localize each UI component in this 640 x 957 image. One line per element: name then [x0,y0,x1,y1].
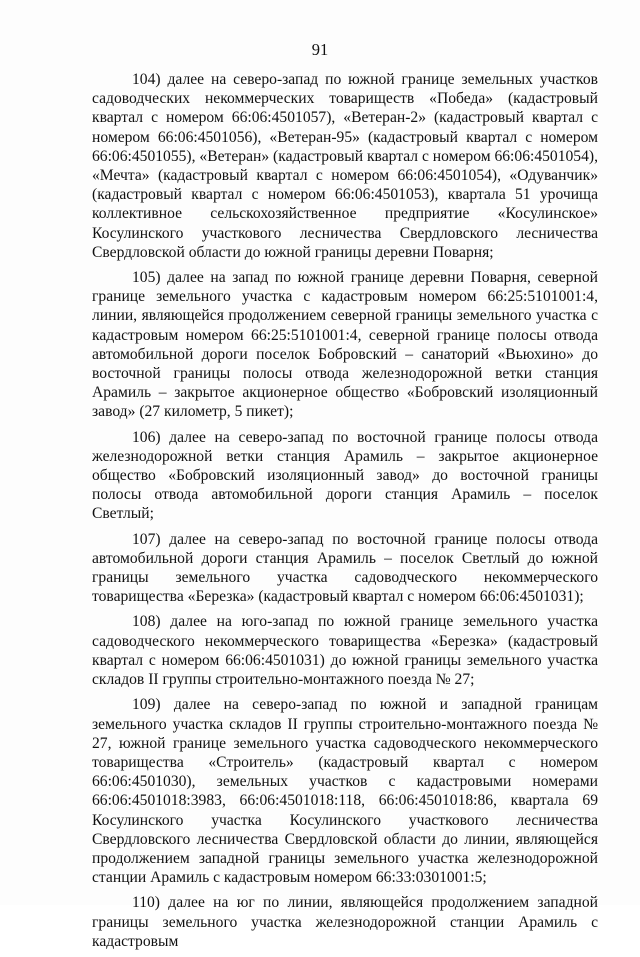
paragraph-108: 108) далее на юго-запад по южной границе земельного участка садоводческого некоммерческого товарищества «Березка» (кадастровый квартал с номером 66:06:4501031) до южной границы земельного участка складов II группы строительно-монтажного поезда № 27; [92,613,598,689]
paragraph-110: 110) далее на юг по линии, являющейся продолжением западной границы земельного участка железнодорожной станции Арамиль с кадастровым [92,894,598,950]
paragraph-105: 105) далее на запад по южной границе деревни Поварня, северной границе земельного участка с кадастровым номером 66:25:5101001:4, линии, являющейся продолжением северной границы земельного участка с кадастровым номером 66:25:5101001:4, северной границе полосы отвода автомобильной дороги поселок Бобровский – санаторий «Вьюхино» до восточной границы полосы отвода железнодорожной ветки станция Арамиль – закрытое акционерное общество «Бобровский изоляционный завод» (27 километр, 5 пикет); [92,269,598,421]
page-number: 91 [311,40,329,59]
document-body [92,70,598,957]
paragraph-109: 109) далее на северо-запад по южной и западной границам земельного участка складов II группы строительно-монтажного поезда № 27, южной границе земельного участка садоводческого некоммерческого товарищества «Строитель» (кадастровый квартал с номером 66:06:4501030), земельных участков с кадастровыми номерами 66:06:4501018:3983, 66:06:4501018:118, 66:06:4501018:86, квартала 69 Косулинского участка Косулинского участкового лесничества Свердловского лесничества Свердловской области до линии, являющейся продолжением западной границы земельного участка железнодорожной станции Арамиль с кадастровым номером 66:33:0301001:5; [92,696,598,887]
paragraph-107: 107) далее на северо-запад по восточной границе полосы отвода автомобильной дороги станция Арамиль – поселок Светлый до южной границы земельного участка садоводческого некоммерческого товарищества «Березка» (кадастровый квартал с номером 66:06:4501031); [92,530,598,606]
paragraph-104: 104) далее на северо-запад по южной границе земельных участков садоводческих некоммерческих товариществ «Победа» (кадастровый квартал с номером 66:06:4501057), «Ветеран-2» (кадастровый квартал с номером 66:06:4501056), «Ветеран-95» (кадастровый квартал с номером 66:06:4501055), «Ветеран» (кадастровый квартал с номером 66:06:4501054), «Мечта» (кадастровый квартал с номером 66:06:4501054), «Одуванчик» (кадастровый квартал с номером 66:06:4501053), квартала 51 урочища коллективное сельскохозяйственное предприятие «Косулинское» Косулинского участкового лесничества Свердловского лесничества Свердловской области до южной границы деревни Поварня; [92,71,598,261]
paragraph-106: 106) далее на северо-запад по восточной границе полосы отвода железнодорожной ветки станция Арамиль – закрытое акционерное общество «Бобровский изоляционный завод» до восточной границы полосы отвода автомобильной дороги станция Арамиль – поселок Светлый; [92,428,598,523]
